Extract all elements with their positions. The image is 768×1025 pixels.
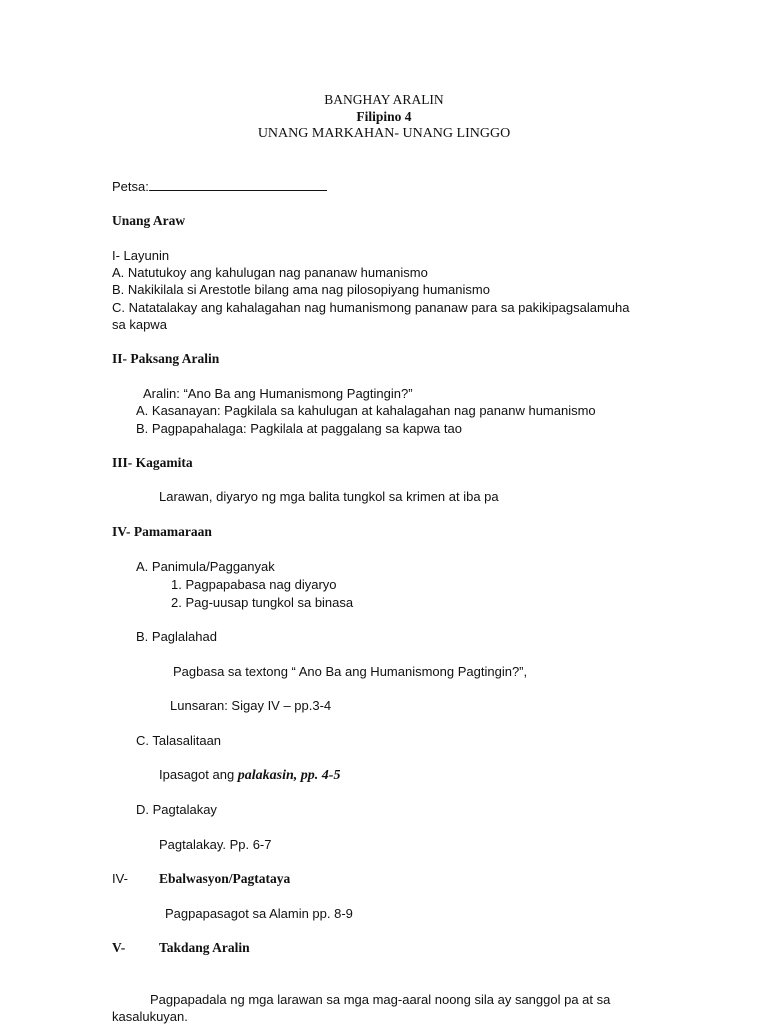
- aralin-title: Aralin: “Ano Ba ang Humanismong Pagtingin?”: [143, 386, 413, 401]
- panimula-label: A. Panimula/Pagganyak: [136, 559, 275, 574]
- paksang-aralin-heading: II- Paksang Aralin: [112, 351, 220, 366]
- panimula-item-1: 1. Pagpapabasa nag diyaryo: [171, 577, 337, 592]
- petsa-blank-line: [149, 179, 327, 191]
- ebalwasyon-number: IV-: [112, 871, 128, 886]
- petsa-label: Petsa:: [112, 179, 149, 194]
- panimula-item-2: 2. Pag-uusap tungkol sa binasa: [171, 595, 354, 610]
- paglalahad-text: Pagbasa sa textong “ Ano Ba ang Humanismong Pagtingin?”,: [173, 664, 528, 679]
- talasalitaan-emphasis: palakasin, pp. 4-5: [237, 768, 341, 783]
- kagamitan-body: Larawan, diyaryo ng mga balita tungkol sa krimen at iba pa: [159, 489, 499, 504]
- pagpapahalaga-item: B. Pagpapahalaga: Pagkilala at paggalang sa kapwa tao: [136, 421, 462, 436]
- petsa-row: [112, 179, 327, 195]
- takdang-aralin-number: V-: [112, 940, 126, 955]
- layunin-item-c-cont: sa kapwa: [112, 317, 167, 332]
- talasalitaan-text-plain: Ipasagot ang: [159, 767, 238, 782]
- takdang-aralin-heading: Takdang Aralin: [159, 940, 250, 955]
- kasanayan-item: A. Kasanayan: Pagkilala sa kahulugan at kahalagahan nag pananw humanismo: [136, 403, 596, 418]
- lunsaran-text: Lunsaran: Sigay IV – pp.3-4: [170, 698, 332, 713]
- ebalwasyon-body: Pagpapasagot sa Alamin pp. 8-9: [165, 906, 353, 921]
- document-title: BANGHAY ARALIN: [324, 92, 444, 107]
- kagamitan-heading: III- Kagamita: [112, 455, 193, 470]
- talasalitaan-label: C. Talasalitaan: [136, 733, 222, 748]
- pagtalakay-text: Pagtalakay. Pp. 6-7: [159, 837, 272, 852]
- pamamaraan-heading: IV- Pamamaraan: [112, 524, 212, 539]
- day-heading: Unang Araw: [112, 213, 186, 228]
- document-quarter: UNANG MARKAHAN- UNANG LINGGO: [257, 126, 511, 141]
- document-subtitle: Filipino 4: [356, 109, 412, 124]
- layunin-heading: I- Layunin: [112, 248, 170, 263]
- layunin-item-b: B. Nakikilala si Arestotle bilang ama nag pilosopiyang humanismo: [112, 282, 490, 297]
- pagtalakay-label: D. Pagtalakay: [136, 802, 217, 817]
- talasalitaan-text: [159, 767, 340, 784]
- layunin-item-c: C. Natatalakay ang kahalagahan nag humanismong pananaw para sa pakikipagsalamuha: [112, 300, 630, 315]
- paglalahad-label: B. Paglalahad: [136, 629, 217, 644]
- takdang-aralin-line-2: kasalukuyan.: [112, 1009, 188, 1024]
- takdang-aralin-line-1: Pagpapadala ng mga larawan sa mga mag-aaral noong sila ay sanggol pa at sa: [150, 992, 611, 1007]
- ebalwasyon-heading: Ebalwasyon/Pagtataya: [159, 871, 291, 886]
- layunin-item-a: A. Natutukoy ang kahulugan nag pananaw humanismo: [112, 265, 428, 280]
